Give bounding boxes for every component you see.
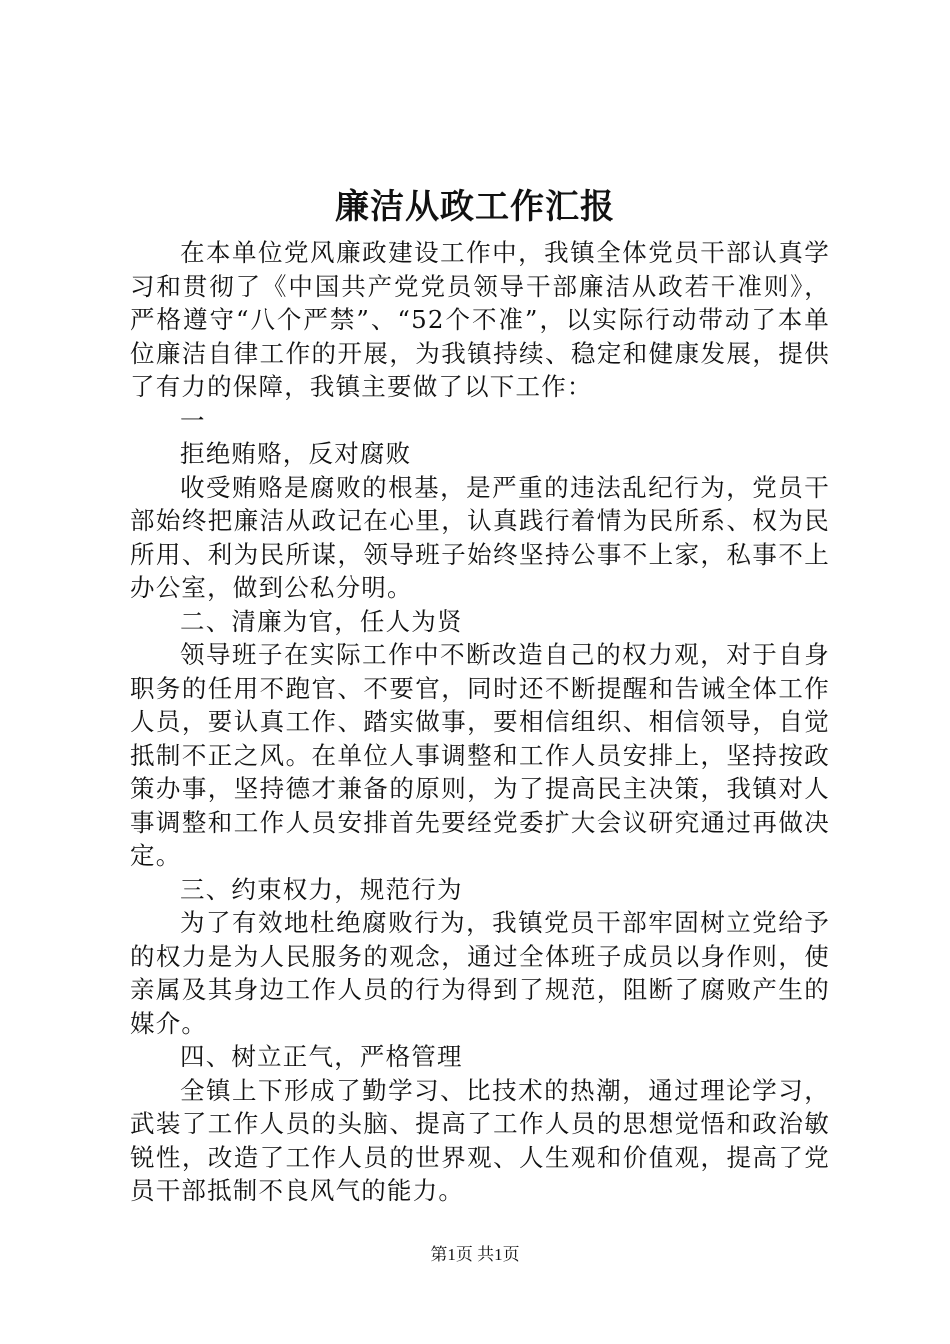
section-paragraph-three: 为了有效地杜绝腐败行为，我镇党员干部牢固树立党给予的权力是为人民服务的观念，通过全体班子成员以身作则，使亲属及其身边工作人员的行为得到了规范，阻断了腐败产生的媒介。 — [130, 908, 830, 1038]
page-footer: 第1页 共1页 — [430, 1245, 520, 1264]
section-number-one: 一 — [180, 405, 206, 435]
section-paragraph-four: 全镇上下形成了勤学习、比技术的热潮，通过理论学习，武装了工作人员的头脑、提高了工作人员的思想觉悟和政治敏锐性，改造了工作人员的世界观、人生观和价值观，提高了党员干部抵制不良风气的能力。 — [130, 1075, 830, 1205]
intro-paragraph: 在本单位党风廉政建设工作中，我镇全体党员干部认真学习和贯彻了《中国共产党党员领导干部廉洁从政若干准则》，严格遵守“八个严禁”、“52个不准”，以实际行动带动了本单位廉洁自律工作的开展，为我镇持续、稳定和健康发展，提供了有力的保障，我镇主要做了以下工作： — [130, 238, 830, 401]
section-heading-one: 拒绝贿赂，反对腐败 — [180, 439, 412, 468]
section-heading-four: 四、树立正气，严格管理 — [180, 1042, 463, 1071]
document-title: 廉洁从政工作汇报 — [335, 187, 615, 227]
section-heading-two: 二、清廉为官，任人为贤 — [180, 606, 463, 636]
document-body — [130, 236, 830, 1208]
section-paragraph-two: 领导班子在实际工作中不断改造自己的权力观，对于自身职务的任用不跑官、不要官，同时还不断提醒和告诫全体工作人员，要认真工作、踏实做事，要相信组织、相信领导，自觉抵制不正之风。在单位人事调整和工作人员安排上，坚持按政策办事，坚持德才兼备的原则，为了提高民主决策，我镇对人事调整和工作人员安排首先要经党委扩大会议研究通过再做决定。 — [130, 640, 830, 870]
section-heading-three: 三、约束权力，规范行为 — [180, 874, 463, 904]
section-paragraph-one: 收受贿赂是腐败的根基，是严重的违法乱纪行为，党员干部始终把廉洁从政记在心里，认真践行着情为民所系、权为民所用、利为民所谋，领导班子始终坚持公事不上家，私事不上办公室，做到公私分明。 — [130, 472, 830, 602]
